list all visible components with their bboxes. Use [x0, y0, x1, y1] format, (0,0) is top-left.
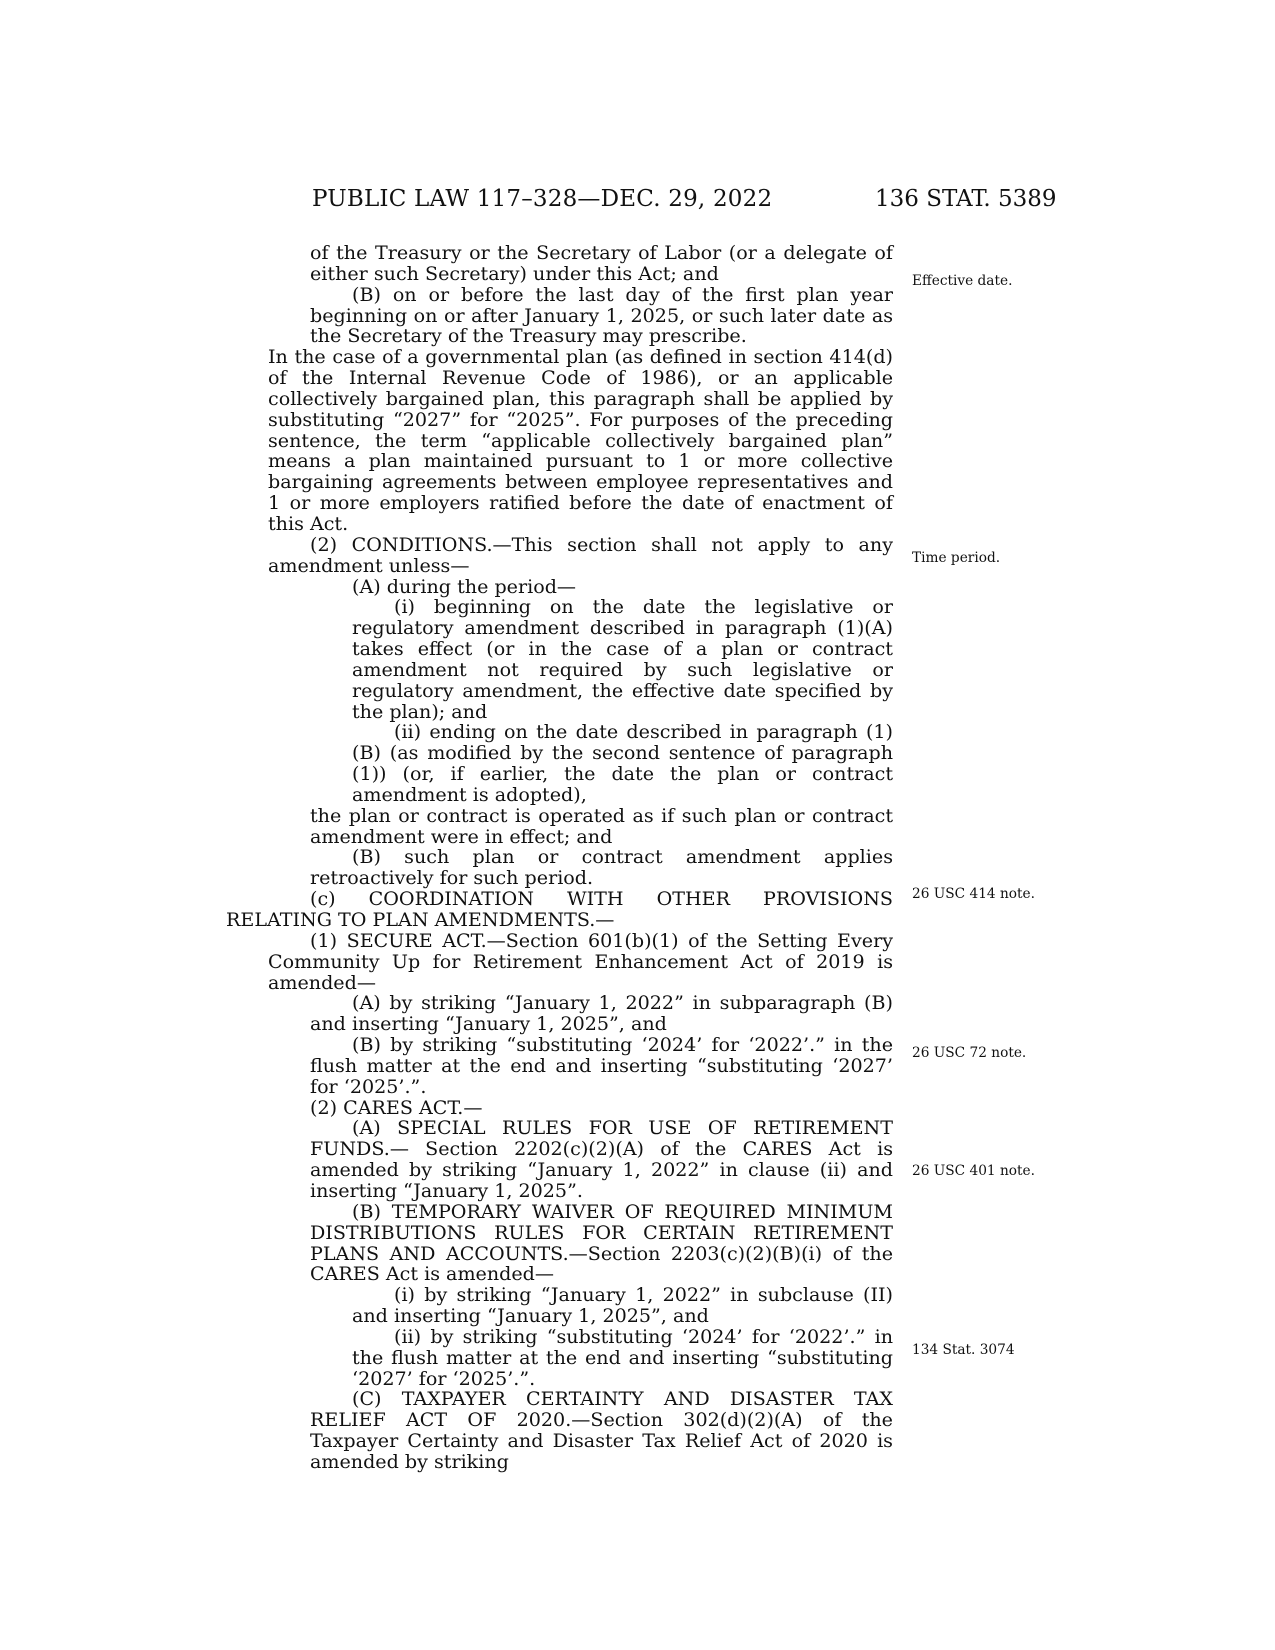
paragraph: (A) by striking “January 1, 2022” in subparagraph (B) and inserting “January 1, 2025”, and — [310, 991, 893, 1036]
paragraph: (i) by striking “January 1, 2022” in subclause (II) and inserting “January 1, 2025”, and — [352, 1283, 893, 1328]
paragraph: (B) such plan or contract amendment applies retroactively for such period. — [310, 845, 893, 890]
margin-note-26-usc-72: 26 USC 72 note. — [912, 1045, 1027, 1061]
paragraph: (B) by striking “substituting ‘2024’ for ‘2022’.” in the flush matter at the end and inserting “substituting ‘2027’ for ‘2025’.”. — [310, 1033, 893, 1098]
paragraph: (i) beginning on the date the legislative or regulatory amendment described in paragraph (1)(A) takes effect (or in the case of a plan or contract amendment not required by such legislative or regulatory amendment, the effective date specified by the plan); and — [352, 595, 893, 723]
section-heading: (c) COORDINATION WITH OTHER PROVISIONS RELATING TO PLAN AMENDMENTS.— — [226, 887, 893, 931]
paragraph: (A) during the period— — [352, 574, 577, 598]
margin-note-effective-date: Effective date. — [912, 273, 1013, 289]
running-header-title: PUBLIC LAW 117–328—DEC. 29, 2022 — [312, 186, 773, 212]
paragraph: (2) CARES ACT.— — [310, 1095, 483, 1119]
paragraph: (A) SPECIAL RULES FOR USE OF RETIREMENT FUNDS.— Section 2202(c)(2)(A) of the CARES Act is amended by striking “January 1, 2022” in clause (ii) and inserting “January 1, 2025”. — [310, 1116, 893, 1202]
page-number: 136 STAT. 5389 — [875, 186, 1057, 212]
paragraph: (ii) ending on the date described in paragraph (1)(B) (as modified by the second sentence of paragraph (1)) (or, if earlier, the date the plan or contract amendment is adopted), — [352, 720, 893, 806]
paragraph: (2) CONDITIONS.—This section shall not apply to any amendment unless— — [268, 532, 893, 577]
paragraph: of the Treasury or the Secretary of Labor (or a delegate of either such Secretary) under this Act; and — [310, 241, 893, 285]
margin-note-time-period: Time period. — [912, 550, 1001, 566]
margin-note-134-stat: 134 Stat. 3074 — [912, 1342, 1015, 1358]
paragraph: (ii) by striking “substituting ‘2024’ for ‘2022’.” in the flush matter at the end and inserting “substituting ‘2027’ for ‘2025’.”. — [352, 1324, 893, 1390]
margin-note-26-usc-401: 26 USC 401 note. — [912, 1163, 1035, 1179]
paragraph: (B) TEMPORARY WAIVER OF REQUIRED MINIMUM DISTRIBUTIONS RULES FOR CERTAIN RETIREMENT PLANS AND ACCOUNTS.—Section 2203(c)(2)(B)(i) of the CARES Act is amended— — [310, 1199, 893, 1286]
margin-note-26-usc-414: 26 USC 414 note. — [912, 886, 1035, 902]
paragraph: the plan or contract is operated as if such plan or contract amendment were in effect; and — [310, 803, 893, 848]
paragraph: (1) SECURE ACT.—Section 601(b)(1) of the Setting Every Community Up for Retirement Enhancement Act of 2019 is amended— — [268, 928, 893, 994]
statute-body — [226, 241, 893, 1473]
paragraph: In the case of a governmental plan (as defined in section 414(d) of the Internal Revenue Code of 1986), or an applicable collectively bargained plan, this paragraph shall be applied by substituting “2027” for “2025”. For purposes of the preceding sentence, the term “applicable collectively bargained plan” means a plan maintained pursuant to 1 or more collective bargaining agreements between employee representatives and 1 or more employers ratified before the date of enactment of this Act. — [268, 345, 893, 535]
paragraph: (C) TAXPAYER CERTAINTY AND DISASTER TAX RELIEF ACT OF 2020.—Section 302(d)(2)(A) of the Taxpayer Certainty and Disaster Tax Relief Act of 2020 is amended by striking — [310, 1387, 893, 1473]
paragraph: (B) on or before the last day of the first plan year beginning on or after January 1, 2025, or such later date as the Secretary of the Treasury may prescribe. — [310, 282, 893, 348]
